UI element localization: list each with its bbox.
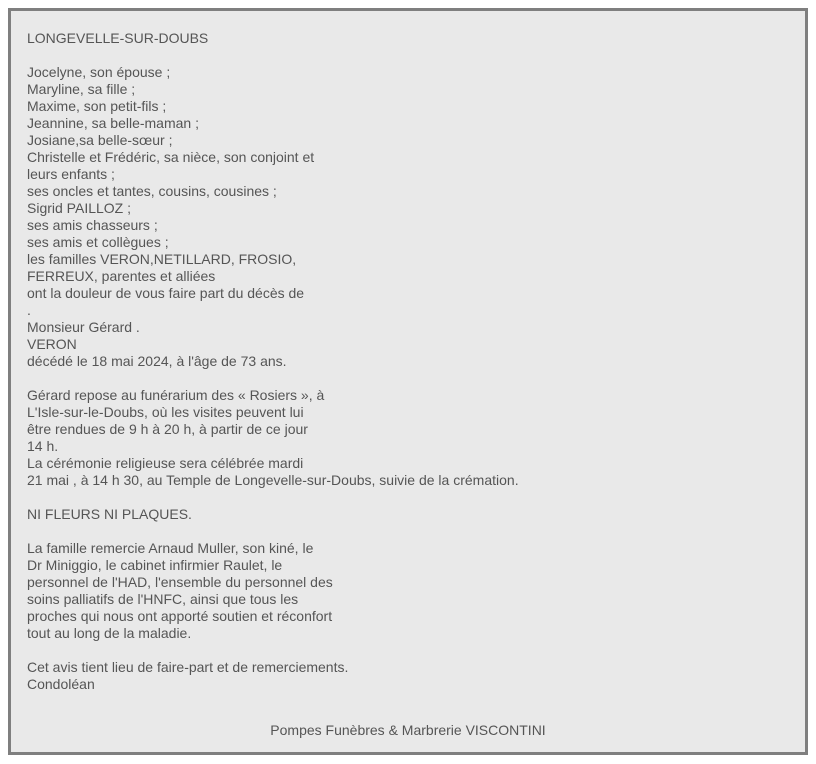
deceased-line: Monsieur Gérard . — [27, 319, 140, 335]
thanks-line: personnel de l'HAD, l'ensemble du personnel des — [27, 574, 333, 590]
deceased-line: VERON — [27, 336, 77, 352]
deceased-block — [27, 319, 787, 370]
family-line: les familles VERON,NETILLARD, FROSIO, — [27, 251, 297, 267]
closing-block — [27, 659, 787, 693]
arrangements-line: Gérard repose au funérarium des « Rosiers », à — [27, 387, 325, 403]
family-line: ont la douleur de vous faire part du décès de — [27, 285, 305, 301]
spacer — [27, 370, 787, 387]
family-line: Sigrid PAILLOZ ; — [27, 200, 132, 216]
obituary-notice-frame — [8, 8, 808, 755]
spacer — [27, 642, 787, 659]
closing-line: Cet avis tient lieu de faire-part et de remerciements. — [27, 659, 349, 675]
family-line: Maryline, sa fille ; — [27, 81, 136, 97]
thanks-line: proches qui nous ont apporté soutien et réconfort — [27, 608, 333, 624]
family-line: Maxime, son petit-fils ; — [27, 98, 167, 114]
town-heading: LONGEVELLE-SUR-DOUBS — [27, 30, 209, 46]
family-line: Jocelyne, son épouse ; — [27, 64, 171, 80]
thanks-line: soins palliatifs de l'HNFC, ainsi que tous les — [27, 591, 299, 607]
spacer — [27, 523, 787, 540]
no-flowers-notice: NI FLEURS NI PLAQUES. — [27, 506, 192, 522]
family-line: Jeannine, sa belle-maman ; — [27, 115, 199, 131]
arrangements-block — [27, 387, 787, 489]
family-line: ses amis chasseurs ; — [27, 217, 158, 233]
arrangements-line: La cérémonie religieuse sera célébrée mardi — [27, 455, 304, 471]
thanks-line: Dr Miniggio, le cabinet infirmier Raulet, le — [27, 557, 283, 573]
funeral-home-signature: Pompes Funèbres & Marbrerie VISCONTINI — [270, 722, 546, 738]
thanks-line: La famille remercie Arnaud Muller, son kiné, le — [27, 540, 314, 556]
spacer — [27, 47, 787, 64]
family-list — [27, 64, 787, 319]
arrangements-line: 21 mai , à 14 h 30, au Temple de Longevelle-sur-Doubs, suivie de la crémation. — [27, 472, 519, 488]
family-line: Christelle et Frédéric, sa nièce, son conjoint et — [27, 149, 315, 165]
obituary-notice-body — [27, 30, 787, 693]
family-line: ses amis et collègues ; — [27, 234, 169, 250]
family-line: ses oncles et tantes, cousins, cousines ; — [27, 183, 277, 199]
arrangements-line: L'Isle-sur-le-Doubs, où les visites peuvent lui — [27, 404, 304, 420]
arrangements-line: 14 h. — [27, 438, 59, 454]
arrangements-line: être rendues de 9 h à 20 h, à partir de ce jour — [27, 421, 308, 437]
thanks-line: tout au long de la maladie. — [27, 625, 192, 641]
family-line: leurs enfants ; — [27, 166, 115, 182]
deceased-line: décédé le 18 mai 2024, à l'âge de 73 ans. — [27, 353, 287, 369]
family-line: FERREUX, parentes et alliées — [27, 268, 216, 284]
family-line: Josiane,sa belle-sœur ; — [27, 132, 173, 148]
family-line: . — [27, 302, 31, 318]
closing-line: Condoléan — [27, 676, 95, 692]
thanks-block — [27, 540, 787, 642]
spacer — [27, 489, 787, 506]
